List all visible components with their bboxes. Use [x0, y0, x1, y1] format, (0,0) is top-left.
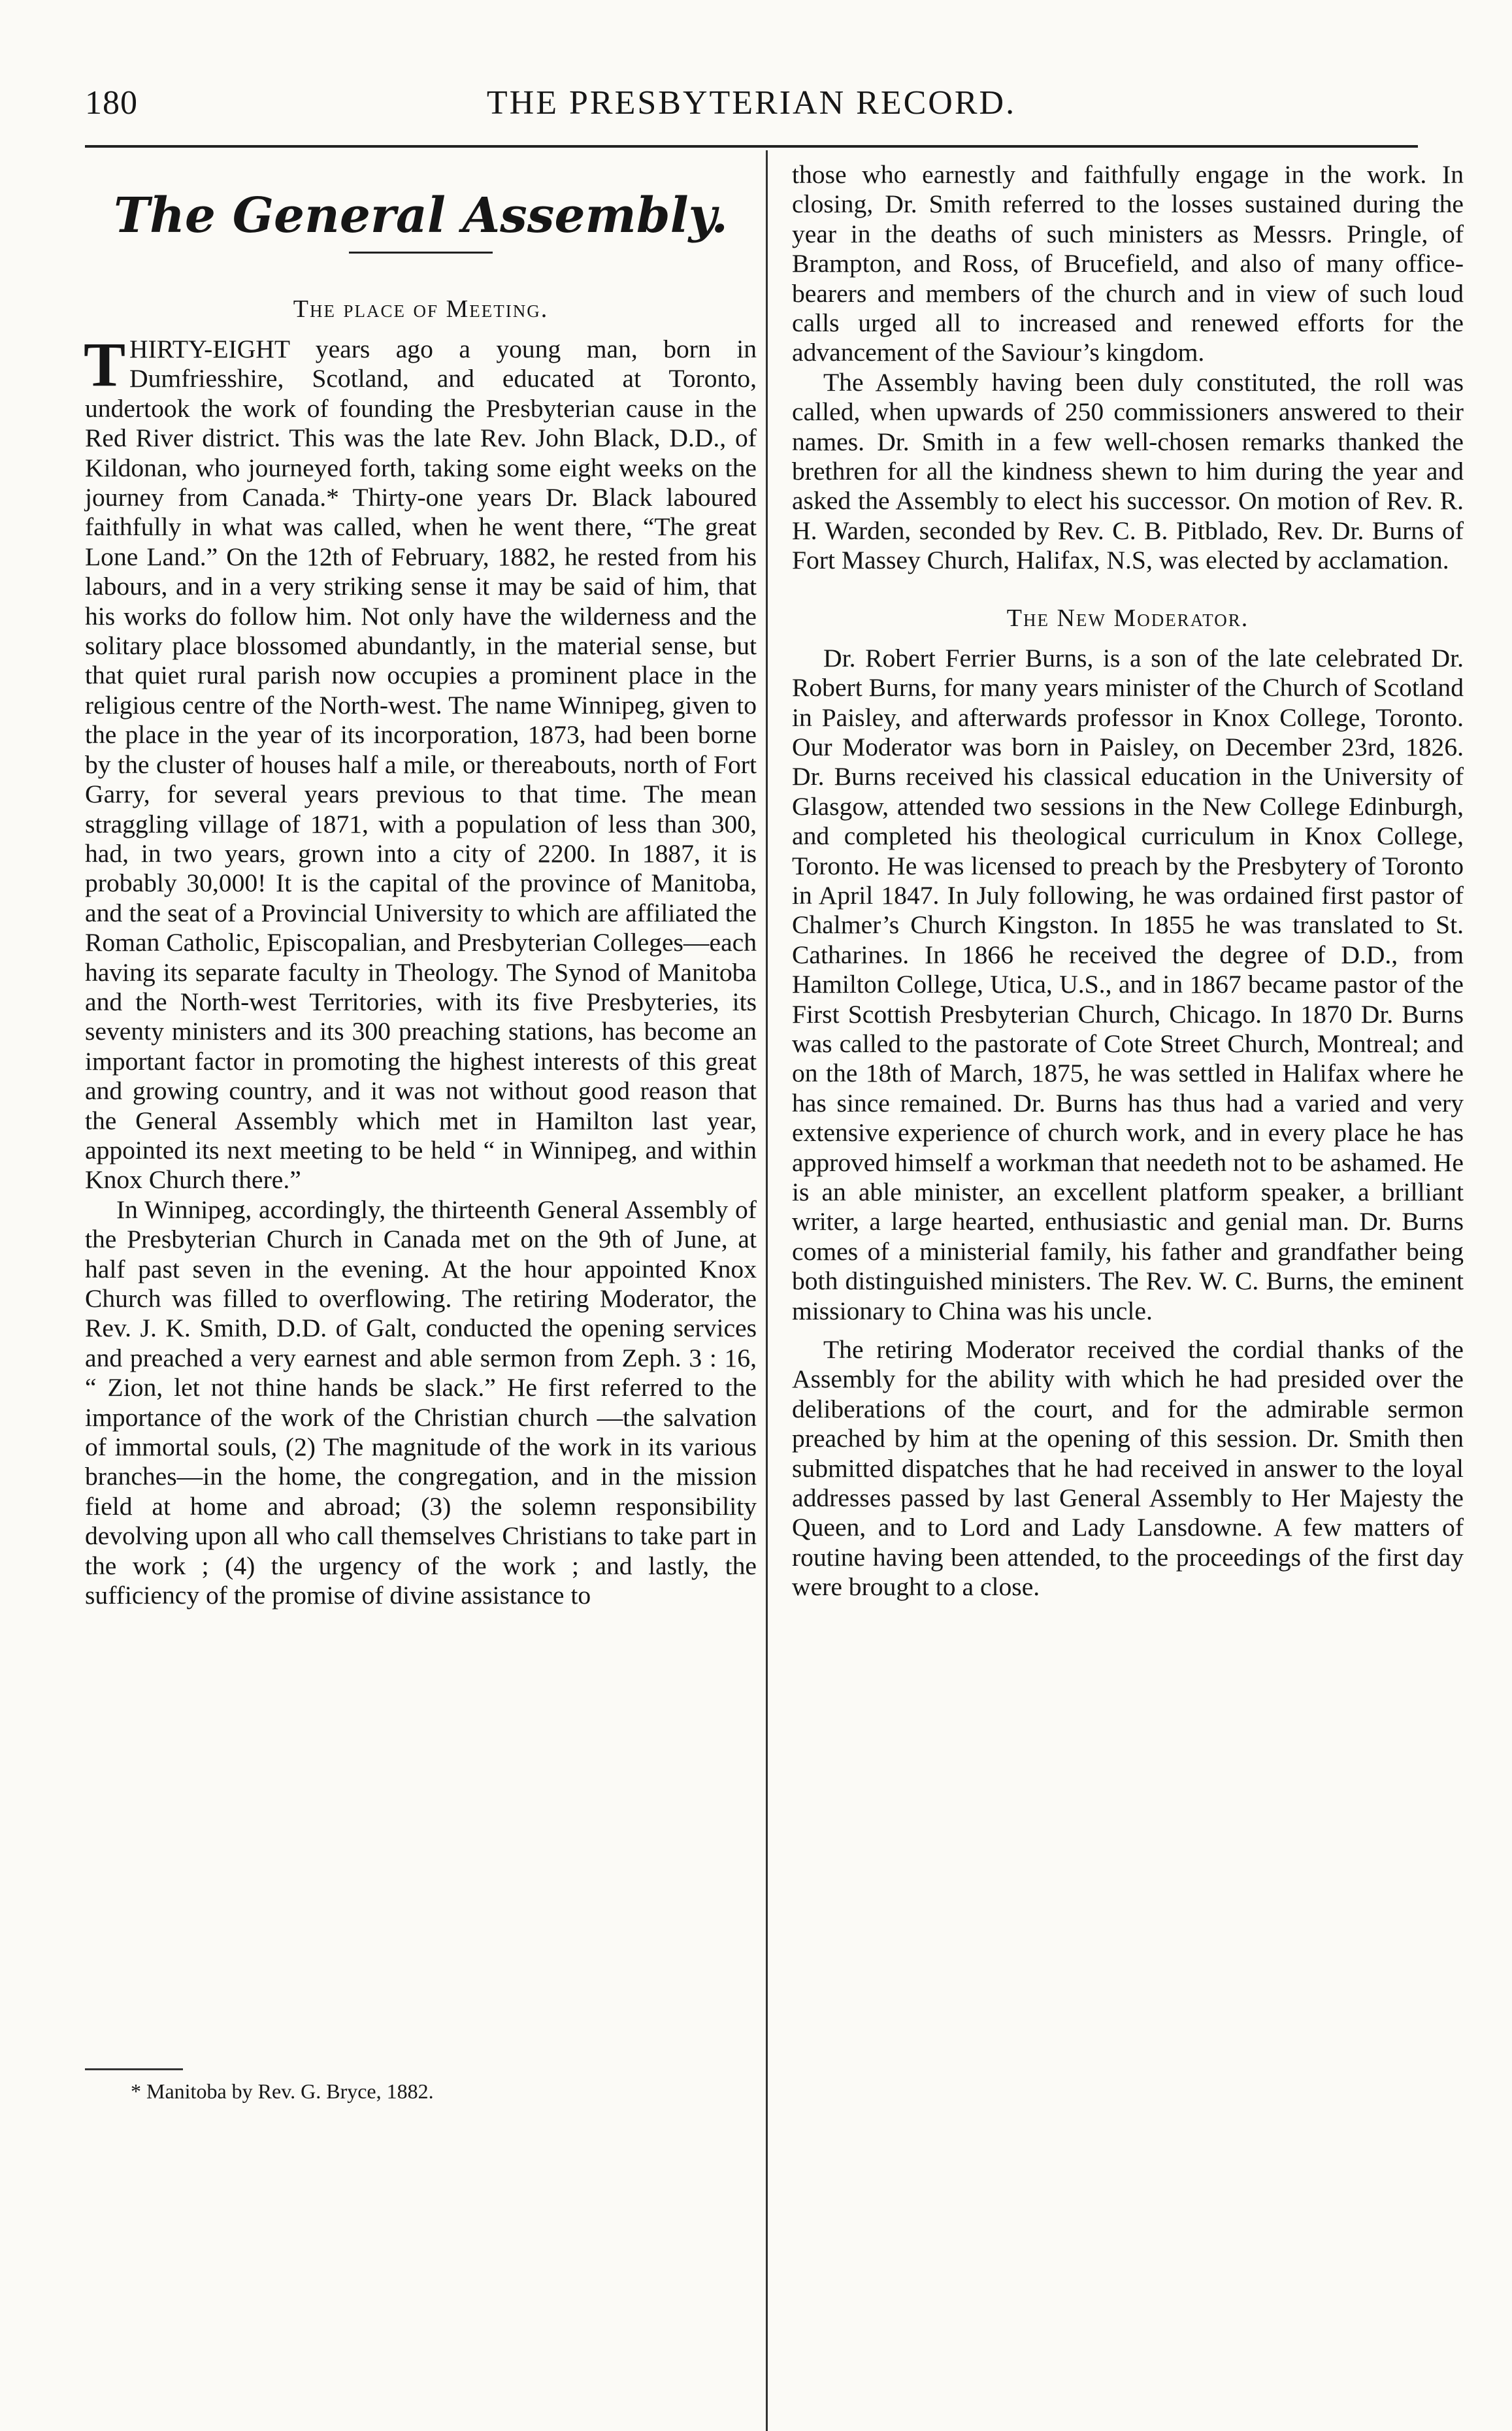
footnote: * Manitoba by Rev. G. Bryce, 1882. — [131, 2079, 434, 2103]
spacer — [792, 576, 1464, 602]
article-title: The General Assembly. — [114, 188, 728, 244]
footnote-rule — [85, 2068, 183, 2070]
column-divider — [766, 150, 768, 2431]
paragraph-2: In Winnipeg, accordingly, the thirteenth General Assembly of the Presbyterian Church in Canada met on the 9th of June, at half past seven in the evening. At the hour appointed Knox Church was filled to overflowing. The retiring Moderator, the Rev. J. K. Smith, D.D. of Galt, conducted the opening services and preached a very earnest and able sermon from Zeph. 3 : 16, “ Zion, let not thine hands be slack.” He first referred to the importance of the work of the Christian church —the salvation of immortal souls, (2) The magnitude of the work in its various branches—in the home, the congregation, and in the mission field at home and abroad; (3) the solemn responsibility devolving upon all who call themselves Christians to take part in the work ; (4) the urgency of the work ; and lastly, the sufficiency of the promise of divine assistance to — [85, 1195, 757, 1610]
paragraph-4: Dr. Robert Ferrier Burns, is a son of the late celebrated Dr. Robert Burns, for many years minister of the Church of Scotland in Paisley, and afterwards professor in Knox College, Toronto. Our Moderator was born in Paisley, on December 23rd, 1826. Dr. Burns received his classical education in the University of Glasgow, attended two sessions in the New College Edinburgh, and completed his theological curriculum in Knox College, Toronto. He was licensed to preach by the Presbytery of Toronto in April 1847. In July following, he was ordained first pastor of Chalmer’s Church Kingston. In 1855 he was translated to St. Catharines. In 1866 he received the degree of D.D., from Hamilton College, Utica, U.S., and in 1867 became pastor of the First Scottish Presbyterian Church, Chicago. In 1870 Dr. Burns was called to the pastorate of Cote Street Church, Montreal; and on the 18th of March, 1875, he was settled in Halifax where he has since remained. Dr. Burns has thus had a varied and very extensive experience of church work, and in every place he has approved himself a workman that needeth not to be ashamed. He is an able minister, an excellent platform speaker, a brilliant writer, a large hearted, enthusiastic and genial man. Dr. Burns comes of a ministerial family, his father and grandfather being both distinguished ministers. The Rev. W. C. Burns, the eminent missionary to China was his uncle. — [792, 643, 1464, 1325]
subhead-place-of-meeting: The place of Meeting. — [293, 295, 549, 323]
title-rule — [349, 252, 493, 254]
drop-cap: T — [84, 329, 126, 399]
paragraph-1 — [84, 329, 757, 1195]
right-column — [792, 160, 1464, 1602]
page-number: 180 — [85, 84, 138, 122]
paragraph-5: The retiring Moderator received the cordial thanks of the Assembly for the ability with which he had presided over the deliberations of the court, and for the admirable sermon preached by him at the opening of this session. Dr. Smith then submitted dispatches that he had received in answer to the loyal addresses passed by last General Assembly to Her Majesty the Queen, and to Lord and Lady Lansdowne. A few matters of routine having been attended, to the proceedings of the first day were brought to a close. — [792, 1335, 1464, 1602]
page-header — [85, 80, 1418, 139]
spacer — [792, 1326, 1464, 1335]
subhead-new-moderator: The New Moderator. — [1006, 604, 1249, 632]
paragraph-2-continued: those who earnestly and faithfully engage in the work. In closing, Dr. Smith referred to the losses sustained during the year in the deaths of such ministers as Messrs. Pringle, of Brampton, and Ross, of Brucefield, and also of many office-bearers and members of the church and in view of such loud calls urged all to increased and renewed efforts for the advancement of the Saviour’s kingdom. — [792, 160, 1464, 367]
left-column — [85, 160, 757, 1610]
paragraph-3: The Assembly having been duly constituted, the roll was called, when upwards of 250 commissioners answered to their names. Dr. Smith in a few well-chosen remarks thanked the brethren for all the kindness shewn to him during the year and asked the Assembly to elect his successor. On motion of Rev. R. H. Warden, seconded by Rev. C. B. Pitblado, Rev. Dr. Burns of Fort Massey Church, Halifax, N.S, was elected by acclamation. — [792, 367, 1464, 575]
running-title: THE PRESBYTERIAN RECORD. — [486, 84, 1017, 122]
paragraph-1-text: HIRTY-EIGHT years ago a young man, born in Dumfriesshire, Scotland, and educated at Toronto, undertook the work of founding the Presbyterian cause in the Red River district. This was the late Rev. John Black, D.D., of Kildonan, who journeyed forth, taking some eight weeks on the journey from Canada.* Thirty-one years Dr. Black laboured faithfully in what was called, when he went there, “The great Lone Land.” On the 12th of February, 1882, he rested from his labours, and in a very striking sense it may be said of him, that his works do follow him. Not only have the wilderness and the solitary place blossomed abundantly, in the material sense, but that quiet rural parish now occupies a prominent place in the religious centre of the North-west. The name Winnipeg, given to the place in the year of its incorporation, 1873, had been borne by the cluster of houses half a mile, or thereabouts, north of Fort Garry, for several years previous to that time. The mean straggling village of 1871, with a population of less than 300, had, in two years, grown into a city of 2200. In 1887, it is probably 30,000! It is the capital of the province of Manitoba, and the seat of a Provincial University to which are affiliated the Roman Catholic, Episcopalian, and Presbyterian Colleges—each having its separate faculty in Theology. The Synod of Manitoba and the North-west Territories, with its five Presbyteries, its seventy ministers and its 300 preaching stations, has become an important factor in promoting the highest interests of this great and growing country, and it was not without good reason that the General Assembly which met in Hamilton last year, appointed its next meeting to be held “ in Winnipeg, and within Knox Church there.” — [85, 335, 757, 1195]
header-rule — [85, 145, 1418, 148]
